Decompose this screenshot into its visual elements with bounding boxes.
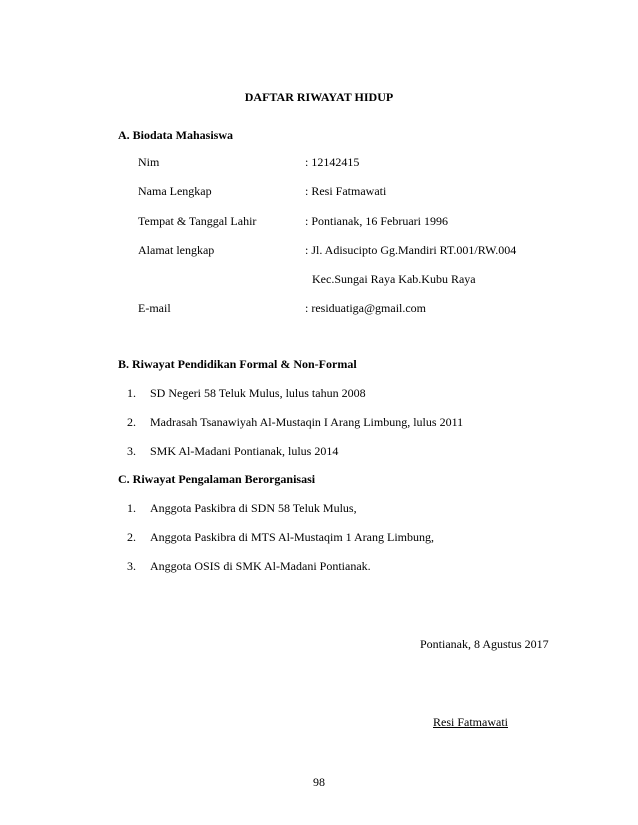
list-item: Anggota Paskibra di SDN 58 Teluk Mulus, [150,501,357,515]
signature-name: Resi Fatmawati [433,715,508,729]
list-item: Anggota OSIS di SMK Al-Madani Pontianak. [150,559,371,573]
list-number: 2. [127,530,136,544]
field-label-alamat: Alamat lengkap [138,243,215,257]
document-title: DAFTAR RIWAYAT HIDUP [244,90,394,104]
list-item: SMK Al-Madani Pontianak, lulus 2014 [150,444,339,458]
section-a-heading: A. Biodata Mahasiswa [118,128,234,142]
list-item: Anggota Paskibra di MTS Al-Mustaqim 1 Arang Limbung, [150,530,434,544]
field-label-email: E-mail [138,301,171,315]
list-item: Madrasah Tsanawiyah Al-Mustaqin I Arang Limbung, lulus 2011 [150,415,464,429]
field-value-alamat-continuation: Kec.Sungai Raya Kab.Kubu Raya [312,272,476,286]
list-number: 1. [127,501,136,515]
field-label-ttl: Tempat & Tanggal Lahir [138,214,257,228]
list-number: 3. [127,559,136,573]
field-label-nama: Nama Lengkap [138,184,212,198]
field-value-nim: : 12142415 [305,155,360,169]
field-value-email: : residuatiga@gmail.com [305,301,427,315]
list-number: 3. [127,444,136,458]
list-number: 2. [127,415,136,429]
field-value-nama: : Resi Fatmawati [305,184,387,198]
field-value-ttl: : Pontianak, 16 Februari 1996 [305,214,448,228]
list-number: 1. [127,386,136,400]
section-c-heading: C. Riwayat Pengalaman Berorganisasi [118,472,316,486]
field-value-alamat: : Jl. Adisucipto Gg.Mandiri RT.001/RW.004 [305,243,517,257]
page-number: 98 [313,775,325,789]
place-date: Pontianak, 8 Agustus 2017 [420,637,549,651]
field-label-nim: Nim [138,155,160,169]
list-item: SD Negeri 58 Teluk Mulus, lulus tahun 2008 [150,386,366,400]
section-b-heading: B. Riwayat Pendidikan Formal & Non-Formal [118,357,357,371]
